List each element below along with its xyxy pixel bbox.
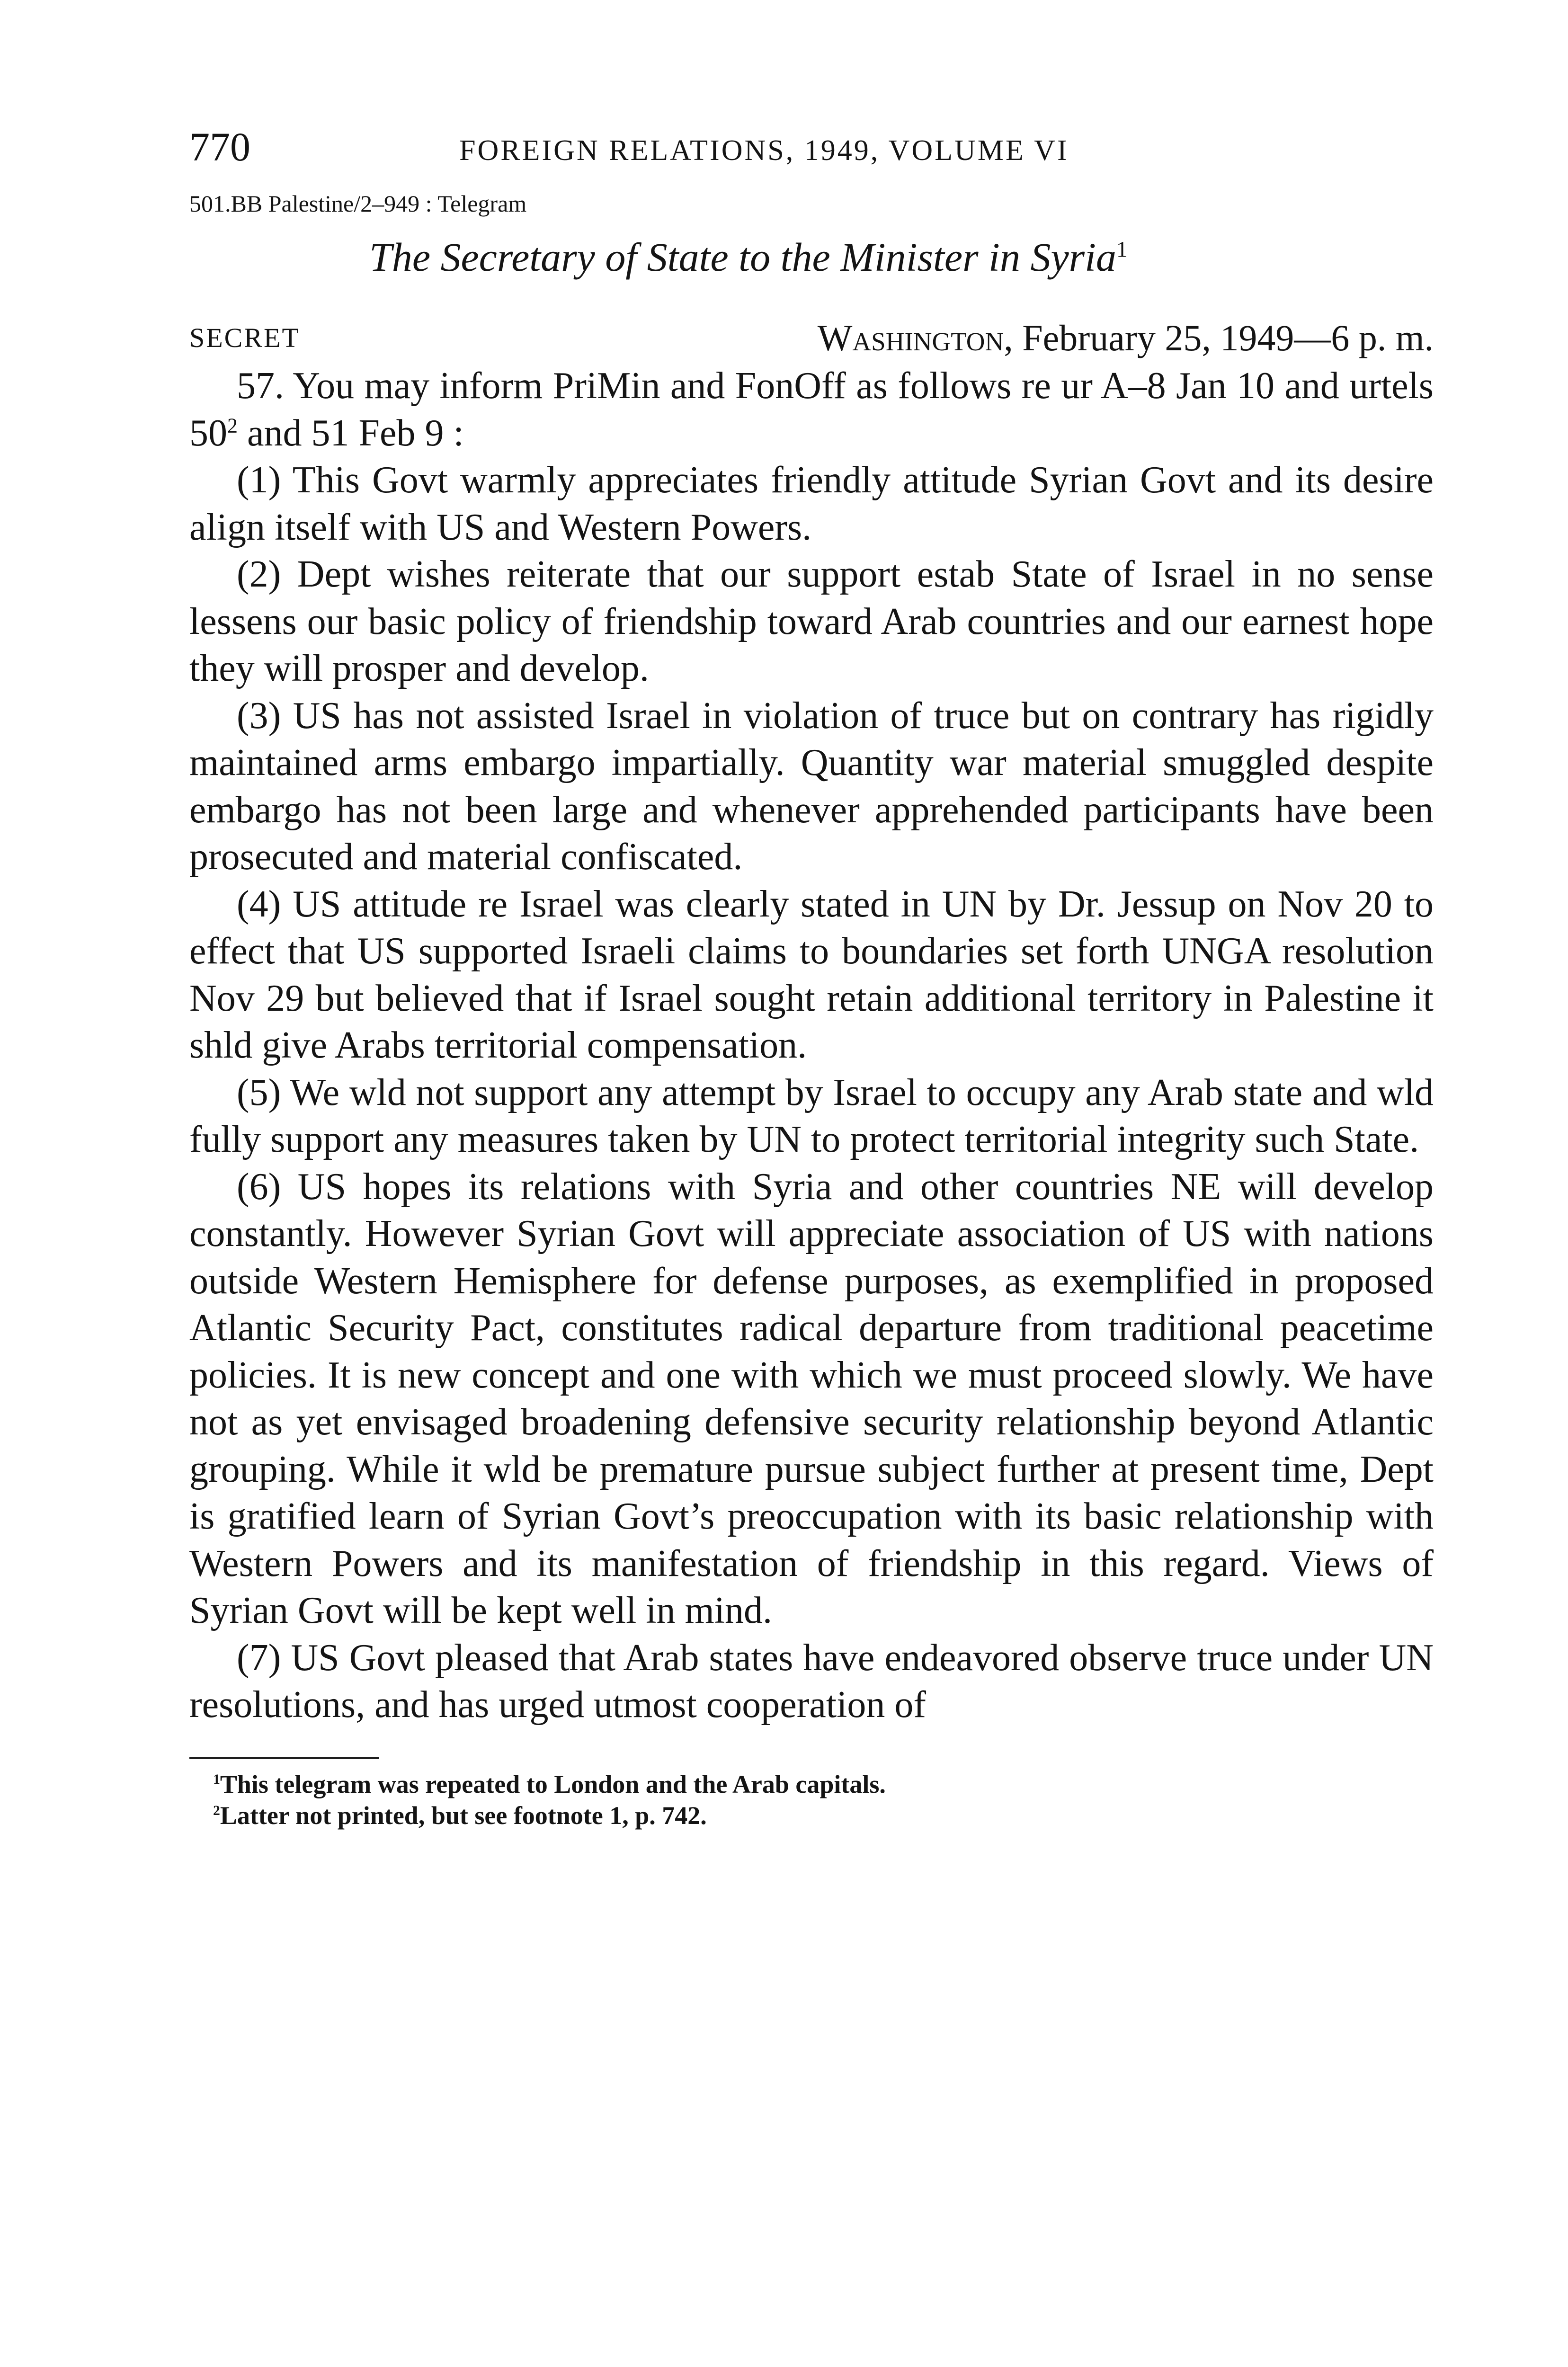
footnote-ref-1: 1 [1116, 237, 1128, 262]
paragraph-1: (1) This Govt warmly appreciates friendly attitude Syrian Govt and its desire align itself with US and Western Powers. [189, 459, 1434, 548]
footnotes [189, 1769, 1434, 1831]
document-page [189, 123, 1434, 1831]
paragraph-7: (7) US Govt pleased that Arab states have endeavored observe truce under UN resolutions, and has urged utmost cooperation of [189, 1637, 1434, 1726]
footnote-number-2: 2 [213, 1803, 220, 1818]
footnote-text-1: This telegram was repeated to London and the Arab capitals. [220, 1770, 886, 1798]
telegram-body [189, 363, 1434, 1729]
paragraph-intro-tail: and 51 Feb 9 : [238, 412, 464, 454]
dateline [189, 314, 1434, 362]
paragraph-5: (5) We wld not support any attempt by Israel to occupy any Arab state and wld fully support any measures taken by UN to protect territorial integrity such State. [189, 1071, 1434, 1160]
footnote-2 [189, 1800, 1434, 1831]
footnote-1 [189, 1769, 1434, 1800]
date: , February 25, 1949—6 p. m. [1004, 317, 1434, 358]
file-reference: 501.BB Palestine/2–949 : Telegram [189, 190, 527, 217]
running-header [189, 123, 1434, 180]
footnote-text-2: Latter not printed, but see footnote 1, p. 742. [220, 1801, 707, 1830]
document-title-text: The Secretary of State to the Minister in Syria [369, 234, 1116, 280]
paragraph-3: (3) US has not assisted Israel in violation of truce but on contrary has rigidly maintained arms embargo impartially. Quantity war material smuggled despite embargo has not been large and whenever apprehended participants have been prosecuted and material confiscated. [189, 694, 1434, 878]
footnote-number-1: 1 [213, 1771, 220, 1787]
footnote-ref-2: 2 [227, 413, 238, 437]
place: Washington [817, 317, 1004, 358]
page-number: 770 [189, 124, 250, 169]
footnote-divider [189, 1757, 379, 1759]
paragraph-2: (2) Dept wishes reiterate that our support estab State of Israel in no sense lessens our basic policy of friendship toward Arab countries and our earnest hope they will prosper and develop. [189, 553, 1434, 689]
paragraph-intro [189, 363, 1434, 457]
paragraph-4: (4) US attitude re Israel was clearly stated in UN by Dr. Jessup on Nov 20 to effect that US supported Israeli claims to boundaries set forth UNGA resolution Nov 29 but believed that if Israel sought retain additional territory in Palestine it shld give Arabs territorial compensation. [189, 883, 1434, 1066]
place-date [818, 314, 1434, 362]
paragraph-6: (6) US hopes its relations with Syria and other countries NE will develop constantly. However Syrian Govt will appreciate association of US with nations outside Western Hemisphere for defense purposes, as exemplified in proposed Atlantic Security Pact, constitutes radical departure from traditional peacetime policies. It is new concept and one with which we must proceed slowly. We have not as yet envisaged broadening defensive security relationship beyond Atlantic grouping. While it wld be premature pursue subject further at present time, Dept is gratified learn of Syrian Govt’s preoccupation with its basic relationship with Western Powers and its manifestation of friendship in this regard. Views of Syrian Govt will be kept well in mind. [189, 1166, 1434, 1631]
classification-label: SECRET [189, 322, 300, 353]
running-title: FOREIGN RELATIONS, 1949, VOLUME VI [459, 134, 1069, 167]
document-title [369, 231, 1434, 283]
paragraph-intro-text: 57. You may inform PriMin and FonOff as follows re ur A–8 Jan 10 and urtels 50 [189, 365, 1434, 454]
